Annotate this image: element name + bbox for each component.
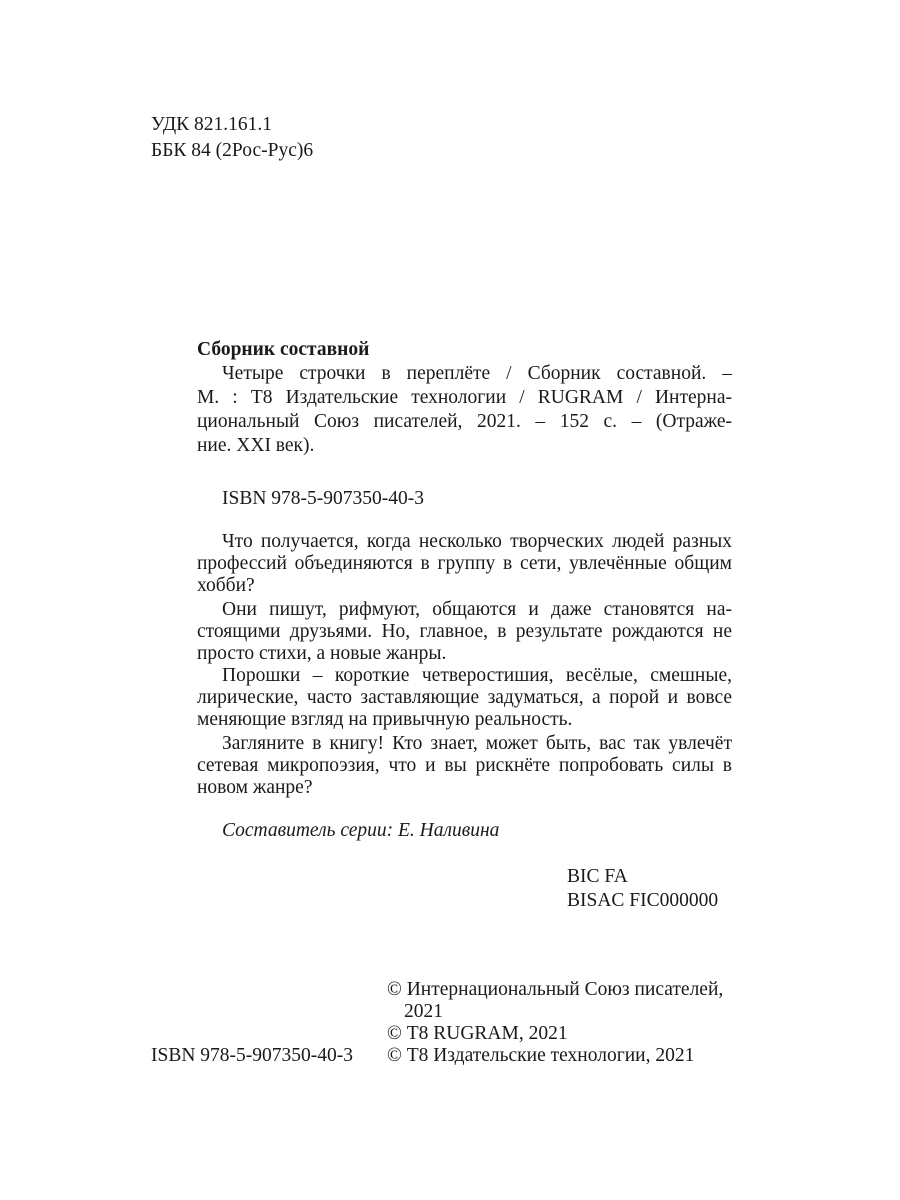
bisac-code: BISAC FIC000000: [567, 890, 719, 911]
copyright-line: © Интернациональный Союз писателей,: [387, 979, 724, 1000]
copyright-line: © Т8 RUGRAM, 2021: [387, 1023, 568, 1044]
annotation-line: профессий объединяются в группу в сети, увлечённые общим: [197, 553, 732, 574]
annotation-line: лирические, часто заставляющие задуматься, а порой и вовсе: [197, 687, 732, 708]
isbn-entry: ISBN 978-5-907350-40-3: [222, 488, 425, 509]
description-line: ние. XXI век).: [197, 435, 315, 456]
series-compiler: Составитель серии: Е. Наливина: [222, 820, 500, 841]
author-heading: Сборник составной: [197, 339, 370, 360]
annotation-line: просто стихи, а новые жанры.: [197, 643, 447, 664]
isbn-footer: ISBN 978-5-907350-40-3: [151, 1045, 354, 1066]
annotation-line: Загляните в книгу! Кто знает, может быть, вас так увлечёт: [222, 733, 732, 754]
annotation-line: хобби?: [197, 575, 255, 596]
annotation-line: меняющие взгляд на привычную реальность.: [197, 709, 573, 730]
annotation-line: стоящими друзьями. Но, главное, в результате рождаются не: [197, 621, 732, 642]
copyright-line: 2021: [404, 1001, 443, 1022]
description-line: М. : Т8 Издательские технологии / RUGRAM / Интерна-: [197, 387, 732, 408]
bbk-code: ББК 84 (2Рос-Рус)6: [151, 140, 314, 161]
annotation-line: Они пишут, рифмуют, общаются и даже становятся на-: [222, 599, 732, 620]
annotation-line: Порошки – короткие четверостишия, весёлые, смешные,: [222, 665, 732, 686]
copyright-line: © Т8 Издательские технологии, 2021: [387, 1045, 695, 1066]
description-line: Четыре строчки в переплёте / Сборник составной. –: [222, 363, 732, 384]
bic-code: BIC FA: [567, 866, 628, 887]
annotation-line: Что получается, когда несколько творческих людей разных: [222, 531, 732, 552]
annotation-line: новом жанре?: [197, 777, 313, 798]
annotation-line: сетевая микропоэзия, что и вы рискнёте попробовать силы в: [197, 755, 732, 776]
udk-code: УДК 821.161.1: [151, 114, 273, 135]
description-line: циональный Союз писателей, 2021. – 152 с. – (Отраже-: [197, 411, 732, 432]
